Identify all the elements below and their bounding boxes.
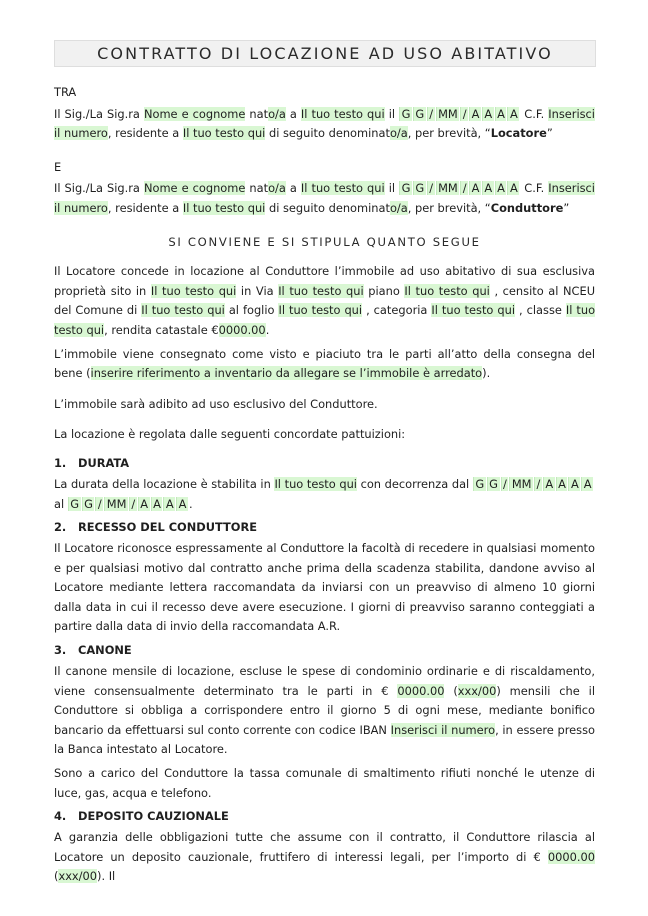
date-from-field[interactable]: G G / MM / A A A A bbox=[473, 477, 594, 491]
name-field[interactable]: Nome e cognome bbox=[143, 181, 246, 196]
canone-words-field[interactable]: xxx/00 bbox=[457, 683, 497, 698]
party-conduttore: Il Sig./La Sig.ra Nome e cognome nato/a a Il tuo testo qui il G G / MM / A A A A C.F. Inserisci il numero, residente a Il tuo testo qui di seguito denominato/a, per brevità, “Conduttore” bbox=[54, 181, 595, 215]
cf-field[interactable]: Inserisci il numero bbox=[54, 106, 595, 141]
categoria-field[interactable]: Il tuo testo qui bbox=[431, 303, 516, 318]
role-locatore: Locatore bbox=[490, 126, 547, 141]
utenze-paragraph: Sono a carico del Conduttore la tassa comunale di smaltimento rifiuti nonché le utenze di luce, gas, acqua e telefono. bbox=[54, 766, 595, 800]
durata-field[interactable]: Il tuo testo qui bbox=[274, 476, 357, 491]
tra-label: TRA bbox=[54, 85, 77, 99]
uso-paragraph: L’immobile sarà adibito ad uso esclusivo del Conduttore. bbox=[54, 396, 378, 411]
party-locatore: Il Sig./La Sig.ra Nome e cognome nato/a a Il tuo testo qui il G G / MM / A A A A C.F. Inserisci il numero, residente a Il tuo testo qui di seguito denominato/a, per brevità, “Locatore” bbox=[54, 106, 595, 141]
date-to-field[interactable]: G G / MM / A A A A bbox=[68, 497, 189, 511]
street-field[interactable]: Il tuo testo qui bbox=[278, 283, 364, 298]
gender-field[interactable]: o/a bbox=[389, 200, 408, 215]
article-heading-recesso: 2. RECESSO DEL CONDUTTORE bbox=[54, 520, 258, 535]
cf-field[interactable]: Inserisci il numero bbox=[54, 181, 595, 215]
foglio-field[interactable]: Il tuo testo qui bbox=[278, 303, 363, 318]
section-title: SI CONVIENE E SI STIPULA QUANTO SEGUE bbox=[168, 234, 481, 249]
gender-field[interactable]: o/a bbox=[389, 126, 408, 141]
inventario-field[interactable]: inserire riferimento a inventario da allegare se l’immobile è arredato bbox=[90, 366, 483, 381]
birthplace-field[interactable]: Il tuo testo qui bbox=[300, 181, 385, 196]
iban-field[interactable]: Inserisci il numero bbox=[390, 722, 496, 737]
birthdate-field[interactable]: G G / MM / A A A A bbox=[399, 181, 520, 195]
e-label: E bbox=[54, 159, 62, 174]
city-field[interactable]: Il tuo testo qui bbox=[150, 283, 237, 298]
durata-paragraph: La durata della locazione è stabilita in Il tuo testo qui con decorrenza dal G G / MM / A A A A al G G / MM / A A A A . bbox=[54, 475, 595, 514]
gender-field[interactable]: o/a bbox=[268, 181, 286, 196]
deposito-amount-field[interactable]: 0000.00 bbox=[547, 849, 595, 864]
canone-paragraph: Il canone mensile di locazione, escluse le spese di condominio ordinarie e di riscaldamento, viene consensualmente determinato tra le parti in € 0000.00 (xxx/00) mensili che il Conduttore si obbliga a corrispondere entro il giorno 5 di ogni mese, mediante bonifico bancario da effettuarsi sul conto corrente con codice IBAN Inserisci il numero, in essere presso la Banca intestato al Locatore. bbox=[54, 664, 595, 757]
canone-amount-field[interactable]: 0000.00 bbox=[397, 683, 445, 698]
comune-field[interactable]: Il tuo testo qui bbox=[141, 303, 225, 318]
article-heading-durata: 1. DURATA bbox=[54, 455, 130, 470]
regolata-paragraph: La locazione è regolata dalle seguenti concordate pattuizioni: bbox=[54, 427, 406, 442]
document-title: CONTRATTO DI LOCAZIONE AD USO ABITATIVO bbox=[54, 40, 596, 67]
classe-field[interactable]: Il tuo testo qui bbox=[54, 303, 596, 337]
consegna-paragraph: L’immobile viene consegnato come visto e piaciuto tra le parti all’atto della consegna del bene (inserire riferimento a inventario da allegare se l’immobile è arredato). bbox=[54, 346, 595, 381]
intro-paragraph: Il Locatore concede in locazione al Conduttore l’immobile ad uso abitativo di sua esclusiva proprietà sito in Il tuo testo qui in Via Il tuo testo qui piano Il tuo testo qui , censito al NCEU del Comune di Il tuo testo qui al foglio Il tuo testo qui , categoria Il tuo testo qui , classe Il tuo testo qui, rendita catastale €0000.00. bbox=[54, 264, 596, 337]
rendita-field[interactable]: 0000.00 bbox=[218, 322, 266, 337]
deposito-paragraph: A garanzia delle obbligazioni tutte che assume con il contratto, il Conduttore rilascia al Locatore un deposito cauzionale, fruttifero di interessi legali, per l’importo di € 0000.00 (xxx/00). Il bbox=[54, 830, 595, 884]
residence-field[interactable]: Il tuo testo qui bbox=[182, 126, 266, 141]
recesso-paragraph: Il Locatore riconosce espressamente al Conduttore la facoltà di recedere in qualsiasi momento e per qualsiasi motivo dal contratto anche prima della scadenza stabilita, dandone avviso al Locatore mediante lettera raccomandata da inviarsi con un preavviso di almeno 10 giorni dalla data in cui il recesso deve avere esecuzione. I giorni di preavviso saranno conteggiati a partire dalla data di invio della raccomandata A.R. bbox=[54, 541, 595, 634]
deposito-words-field[interactable]: xxx/00 bbox=[58, 869, 98, 884]
birthdate-field[interactable]: G G / MM / A A A A bbox=[399, 107, 520, 121]
gender-field[interactable]: o/a bbox=[268, 106, 286, 121]
birthplace-field[interactable]: Il tuo testo qui bbox=[300, 106, 385, 121]
article-heading-deposito: 4. DEPOSITO CAUZIONALE bbox=[54, 809, 229, 824]
article-heading-canone: 3. CANONE bbox=[54, 643, 132, 658]
name-field[interactable]: Nome e cognome bbox=[143, 106, 246, 121]
role-conduttore: Conduttore bbox=[490, 200, 564, 215]
floor-field[interactable]: Il tuo testo qui bbox=[404, 283, 490, 298]
residence-field[interactable]: Il tuo testo qui bbox=[182, 200, 266, 215]
